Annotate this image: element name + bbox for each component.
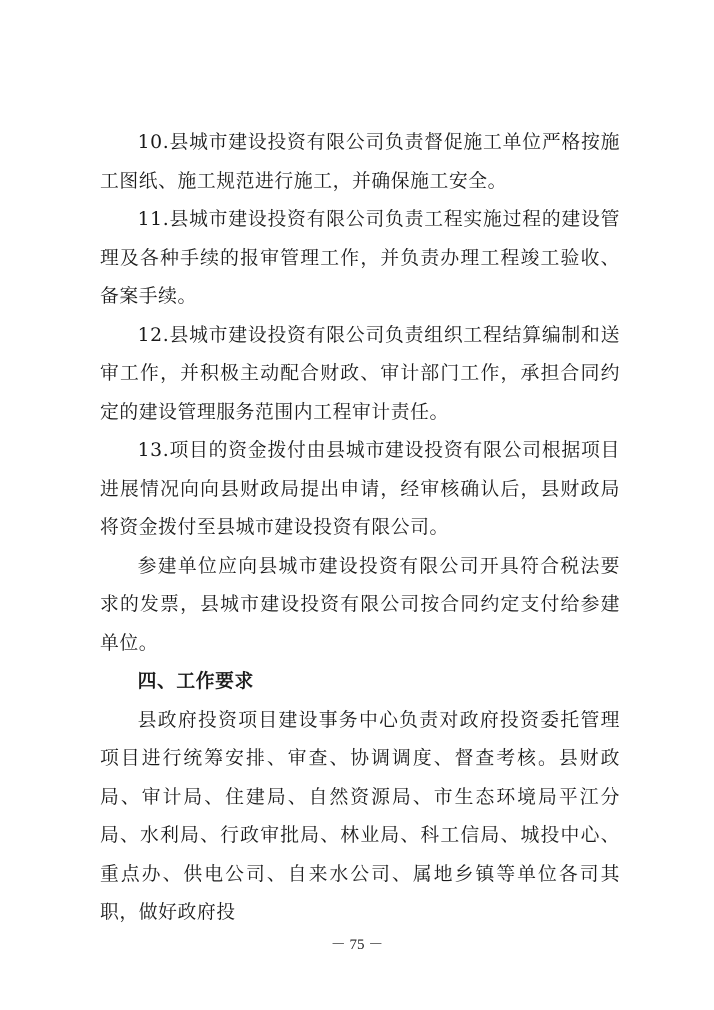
page-number: － 75 － xyxy=(330,937,384,953)
paragraph-item-10: 10.县城市建设投资有限公司负责督促施工单位严格按施工图纸、施工规范进行施工，并确保施工安全。 xyxy=(100,132,620,192)
paragraph-item-11: 11.县城市建设投资有限公司负责工程实施过程的建设管理及各种手续的报审管理工作，并负责办理工程竣工验收、备案手续。 xyxy=(100,209,620,307)
section-heading: 四、工作要求 xyxy=(137,671,254,692)
paragraph-item-13: 13.项目的资金拨付由县城市建设投资有限公司根据项目进展情况向向县财政局提出申请，经审核确认后，县财政局将资金拨付至县城市建设投资有限公司。 xyxy=(100,440,620,538)
document-body xyxy=(100,124,620,933)
paragraph-invoice: 参建单位应向县城市建设投资有限公司开具符合税法要求的发票，县城市建设投资有限公司按合同约定支付给参建单位。 xyxy=(100,555,620,654)
section-paragraph: 县政府投资项目建设事务中心负责对政府投资委托管理项目进行统筹安排、审查、协调调度、督查考核。县财政局、审计局、住建局、自然资源局、市生态环境局平江分局、水利局、行政审批局、林业局、科工信局、城投中心、重点办、供电公司、自来水公司、属地乡镇等单位各司其职，做好政府投 xyxy=(100,709,620,923)
paragraph-item-12: 12.县城市建设投资有限公司负责组织工程结算编制和送审工作，并积极主动配合财政、审计部门工作，承担合同约定的建设管理服务范围内工程审计责任。 xyxy=(100,324,620,423)
